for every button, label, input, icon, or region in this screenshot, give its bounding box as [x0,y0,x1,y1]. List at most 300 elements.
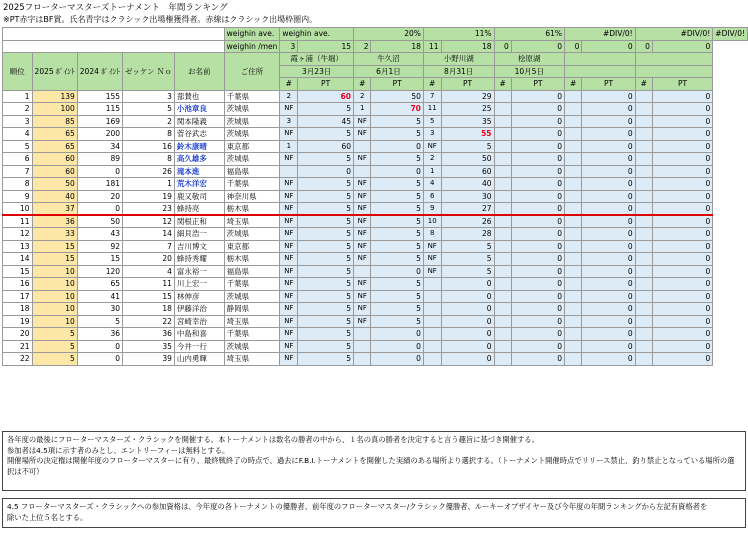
venue-date [565,65,636,78]
place-cell [635,253,652,266]
col-pt: PT [371,78,423,91]
stats-row-men [3,40,748,53]
pt-cell: 0 [582,278,635,291]
bib-cell: 3 [123,90,175,103]
home-cell: 静岡県 [224,303,280,316]
name-cell: 荒木洋宏 [174,178,224,191]
col-points-2025: 2025 ﾎﾟｲﾝﾄ [32,53,77,91]
venue-name [565,53,636,66]
place-cell: 1 [353,103,371,116]
pt-cell: 0 [511,153,564,166]
col-pt: PT [298,78,354,91]
pt-cell: 27 [441,203,494,216]
col-bib: ゼッケン Ｎｏ [123,53,175,91]
rank-cell: 19 [3,315,33,328]
pt-cell: 0 [582,190,635,203]
place-cell [494,128,511,141]
rank-cell: 9 [3,190,33,203]
table-row [3,240,748,253]
place-cell: 2 [423,153,441,166]
place-cell [280,165,298,178]
name-cell: 山内勇輝 [174,353,224,366]
pt-cell: 0 [652,103,712,116]
pt-cell: 0 [652,340,712,353]
place-cell [635,240,652,253]
home-cell: 栃木県 [224,253,280,266]
weighin-count: 3 [280,40,298,53]
rules-line: 各年度の最後にフローターマスターズ・クラシックを開催する。本トーナメントは数名の勝者の中から、１名の真の勝者を決定すると言う趣旨に基づき開催する。 [7,435,539,444]
pt-cell: 0 [511,278,564,291]
name-cell: 川上宏一 [174,278,224,291]
place-cell [565,215,582,228]
place-cell [353,265,371,278]
place-cell [635,215,652,228]
pt-cell: 0 [371,340,423,353]
name-cell: 蜂持秀耀 [174,253,224,266]
pt-cell: 0 [511,115,564,128]
place-cell [635,103,652,116]
place-cell [565,290,582,303]
col-points-2024: 2024 ﾎﾟｲﾝﾄ [77,53,122,91]
place-cell [635,328,652,341]
place-cell [565,203,582,216]
place-cell: NF [280,153,298,166]
points-2025-cell: 40 [32,190,77,203]
place-cell [423,340,441,353]
bib-cell: 15 [123,290,175,303]
pt-cell: 0 [371,328,423,341]
points-2025-cell: 36 [32,215,77,228]
points-2024-cell: 5 [77,315,122,328]
place-cell [494,315,511,328]
place-cell [565,190,582,203]
place-cell [565,253,582,266]
pt-cell: 0 [371,165,423,178]
place-cell: NF [353,278,371,291]
table-row [3,140,748,153]
place-cell [635,128,652,141]
place-cell [353,353,371,366]
home-cell: 茨城県 [224,128,280,141]
points-2025-cell: 50 [32,178,77,191]
place-cell [494,215,511,228]
bib-cell: 35 [123,340,175,353]
pt-cell: 0 [652,253,712,266]
entrant-count: 0 [582,40,635,53]
pt-cell: 0 [511,340,564,353]
blank-cell [3,28,225,41]
place-cell: NF [353,315,371,328]
place-cell: 3 [423,128,441,141]
points-2025-cell: 10 [32,265,77,278]
pt-cell: 0 [652,290,712,303]
pt-cell: 5 [441,253,494,266]
pt-cell: 50 [371,90,423,103]
pt-cell: 0 [582,90,635,103]
pt-cell: 5 [298,315,354,328]
bib-cell: 39 [123,353,175,366]
col-pt: PT [511,78,564,91]
pt-cell: 0 [652,278,712,291]
qualification-note [2,498,746,528]
pt-cell: 0 [652,165,712,178]
pt-cell: 0 [652,228,712,241]
place-cell [635,115,652,128]
name-cell: 滝本進 [174,165,224,178]
pt-cell: 0 [511,103,564,116]
name-cell: 蔀賛也 [174,90,224,103]
bib-cell: 1 [123,178,175,191]
rank-cell: 5 [3,140,33,153]
place-cell [565,128,582,141]
pt-cell: 0 [511,303,564,316]
place-cell [635,140,652,153]
col-place: # [635,78,652,91]
place-cell [635,90,652,103]
venue-date: 8月31日 [423,65,494,78]
weighin-ave-pct: 61% [494,28,565,41]
place-cell: NF [353,115,371,128]
pt-cell: 5 [298,278,354,291]
place-cell: NF [280,265,298,278]
table-row [3,178,748,191]
venue-date: 3月23日 [280,65,354,78]
home-cell: 千葉県 [224,178,280,191]
weighin-count: 11 [423,40,441,53]
place-cell: NF [280,228,298,241]
points-2024-cell: 50 [77,215,122,228]
pt-cell: 0 [582,103,635,116]
bib-cell: 12 [123,215,175,228]
pt-cell: 30 [441,190,494,203]
pt-cell: 0 [582,165,635,178]
place-cell [494,353,511,366]
table-row [3,315,748,328]
place-cell [565,178,582,191]
pt-cell: 0 [582,115,635,128]
place-cell: 10 [423,215,441,228]
pt-cell: 0 [582,340,635,353]
col-home: ご住所 [224,53,280,91]
pt-cell: 28 [441,228,494,241]
pt-cell: 5 [298,303,354,316]
place-cell: NF [280,290,298,303]
place-cell [494,228,511,241]
pt-cell: 26 [441,215,494,228]
name-cell: 宮崎幸治 [174,315,224,328]
pt-cell: 5 [298,253,354,266]
name-cell: 中島和喜 [174,328,224,341]
pt-cell: 0 [511,140,564,153]
pt-cell: 0 [511,265,564,278]
place-cell: 3 [280,115,298,128]
points-2024-cell: 34 [77,140,122,153]
bib-cell: 19 [123,190,175,203]
place-cell [565,278,582,291]
points-2025-cell: 85 [32,115,77,128]
pt-cell: 0 [582,215,635,228]
pt-cell: 0 [511,178,564,191]
table-row [3,203,748,216]
rank-cell: 22 [3,353,33,366]
pt-cell: 0 [511,328,564,341]
points-2024-cell: 41 [77,290,122,303]
bib-cell: 2 [123,115,175,128]
rank-cell: 15 [3,265,33,278]
venue-name [635,53,713,66]
pt-cell: 0 [652,265,712,278]
col-place: # [353,78,371,91]
place-cell: NF [280,278,298,291]
pt-cell: 5 [298,353,354,366]
weighin-ave-label: weighin ave. [224,28,280,41]
rank-cell: 8 [3,178,33,191]
weighin-count: 0 [635,40,652,53]
pt-cell: 0 [511,215,564,228]
points-2024-cell: 15 [77,253,122,266]
pt-cell: 0 [511,128,564,141]
table-row [3,290,748,303]
place-cell: NF [280,128,298,141]
place-cell [635,303,652,316]
page-title: 2025フローターマスターズトーナメント 年間ランキング [3,3,228,13]
pt-cell: 5 [298,178,354,191]
place-cell [635,178,652,191]
pt-cell: 5 [371,290,423,303]
home-cell: 埼玉県 [224,215,280,228]
points-2025-cell: 37 [32,203,77,216]
points-2024-cell: 43 [77,228,122,241]
pt-cell: 0 [441,303,494,316]
place-cell: NF [280,190,298,203]
place-cell: NF [353,153,371,166]
home-cell: 茨城県 [224,290,280,303]
pt-cell: 0 [371,140,423,153]
place-cell: NF [353,178,371,191]
pt-cell: 0 [582,265,635,278]
place-cell [494,115,511,128]
rank-cell: 7 [3,165,33,178]
rank-cell: 20 [3,328,33,341]
rank-cell: 10 [3,203,33,216]
points-2024-cell: 155 [77,90,122,103]
home-cell: 福島県 [224,165,280,178]
bib-cell: 11 [123,278,175,291]
place-cell: NF [423,140,441,153]
points-2024-cell: 0 [77,203,122,216]
place-cell [565,328,582,341]
place-cell: 9 [423,203,441,216]
table-row [3,115,748,128]
name-cell: 鈴木康晴 [174,140,224,153]
name-cell: 林伸彦 [174,290,224,303]
place-cell: NF [353,203,371,216]
place-cell [494,203,511,216]
points-2024-cell: 169 [77,115,122,128]
table-row [3,165,748,178]
pt-cell: 0 [582,228,635,241]
place-cell [565,153,582,166]
name-cell: 小池章良 [174,103,224,116]
pt-cell: 5 [298,328,354,341]
pt-cell: 0 [582,315,635,328]
place-cell [494,240,511,253]
pt-cell: 25 [441,103,494,116]
pt-cell: 5 [298,265,354,278]
place-cell [494,153,511,166]
pt-cell: 5 [371,240,423,253]
place-cell [565,103,582,116]
pt-cell: 35 [441,115,494,128]
place-cell: NF [280,203,298,216]
table-row [3,190,748,203]
place-cell: NF [353,290,371,303]
pt-cell: 0 [441,340,494,353]
place-cell [635,265,652,278]
pt-cell: 0 [511,228,564,241]
name-cell: 伊藤洋治 [174,303,224,316]
points-2025-cell: 33 [32,228,77,241]
points-2025-cell: 15 [32,253,77,266]
home-cell: 千葉県 [224,278,280,291]
points-2025-cell: 65 [32,128,77,141]
place-cell: 7 [423,90,441,103]
place-cell [494,290,511,303]
place-cell [494,328,511,341]
name-cell: 吉川博文 [174,240,224,253]
home-cell: 福島県 [224,265,280,278]
place-cell [635,190,652,203]
rank-cell: 17 [3,290,33,303]
bib-cell: 20 [123,253,175,266]
pt-cell: 0 [652,140,712,153]
pt-cell: 0 [652,315,712,328]
pt-cell: 0 [652,328,712,341]
pt-cell: 0 [511,240,564,253]
place-cell [565,140,582,153]
place-cell [494,178,511,191]
points-2024-cell: 92 [77,240,122,253]
pt-cell: 0 [582,303,635,316]
place-cell [565,353,582,366]
rules-line: 参加者は4.5項に示す者のみとし、エントリーフィーは無料とする。 [7,445,230,455]
name-cell: 高久雄多 [174,153,224,166]
rank-cell: 13 [3,240,33,253]
points-2024-cell: 200 [77,128,122,141]
place-cell [565,315,582,328]
points-2024-cell: 0 [77,353,122,366]
place-cell [565,165,582,178]
pt-cell: 0 [652,178,712,191]
table-row [3,90,748,103]
place-cell: 2 [280,90,298,103]
venue-name: 小野川湖 [423,53,494,66]
col-pt: PT [652,78,712,91]
points-2024-cell: 115 [77,103,122,116]
points-2025-cell: 5 [32,328,77,341]
pt-cell: 5 [371,178,423,191]
pt-cell: 0 [582,128,635,141]
place-cell: NF [280,215,298,228]
entrant-count: 0 [652,40,712,53]
points-2025-cell: 5 [32,340,77,353]
place-cell [635,203,652,216]
table-row [3,353,748,366]
bib-cell: 14 [123,228,175,241]
table-row [3,253,748,266]
home-cell: 千葉県 [224,90,280,103]
col-place: # [565,78,582,91]
qualification-line: 4.5 フローターマスターズ・クラシックへの参加資格は、今年度の各トーナメントの優勝者、前年度のフローターマスター/クラシック優勝者、ルーキーオブザイヤー及び今年度の年間ランキングから左記有資格者を [7,502,708,511]
pt-cell: 0 [582,290,635,303]
rank-cell: 18 [3,303,33,316]
pt-cell: 0 [511,353,564,366]
bib-cell: 4 [123,265,175,278]
pt-cell: 0 [652,115,712,128]
points-2024-cell: 0 [77,340,122,353]
place-cell [635,353,652,366]
pt-cell: 0 [582,140,635,153]
pt-cell: 0 [511,203,564,216]
pt-cell: 5 [371,253,423,266]
entrant-count: 0 [511,40,564,53]
pt-cell: 5 [298,190,354,203]
venue-date [635,65,713,78]
points-2025-cell: 10 [32,303,77,316]
place-cell: 2 [353,90,371,103]
table-row [3,128,748,141]
place-cell [565,228,582,241]
place-cell [494,165,511,178]
place-cell [423,353,441,366]
pt-cell: 0 [582,178,635,191]
place-cell: NF [353,128,371,141]
pt-cell: 5 [371,203,423,216]
pt-cell: 5 [298,290,354,303]
name-cell: 富永裕一 [174,265,224,278]
entrant-count: 18 [371,40,423,53]
pt-cell: 45 [298,115,354,128]
rules-note [2,431,746,491]
rank-cell: 3 [3,115,33,128]
rank-cell: 16 [3,278,33,291]
home-cell: 千葉県 [224,328,280,341]
col-pt: PT [582,78,635,91]
place-cell: 11 [423,103,441,116]
col-pt: PT [441,78,494,91]
points-2025-cell: 100 [32,103,77,116]
place-cell: 6 [423,190,441,203]
place-cell: NF [353,190,371,203]
pt-cell: 0 [441,353,494,366]
place-cell: NF [280,340,298,353]
pt-cell: 5 [371,190,423,203]
place-cell [635,278,652,291]
bib-cell: 5 [123,103,175,116]
weighin-ave-pct: #DIV/0! [565,28,636,41]
bib-cell: 18 [123,303,175,316]
home-cell: 東京都 [224,140,280,153]
table-row [3,265,748,278]
table-row [3,340,748,353]
place-cell [353,328,371,341]
place-cell [423,303,441,316]
points-2025-cell: 10 [32,290,77,303]
pt-cell: 0 [652,353,712,366]
pt-cell: 0 [371,353,423,366]
place-cell [494,340,511,353]
bib-cell: 8 [123,153,175,166]
